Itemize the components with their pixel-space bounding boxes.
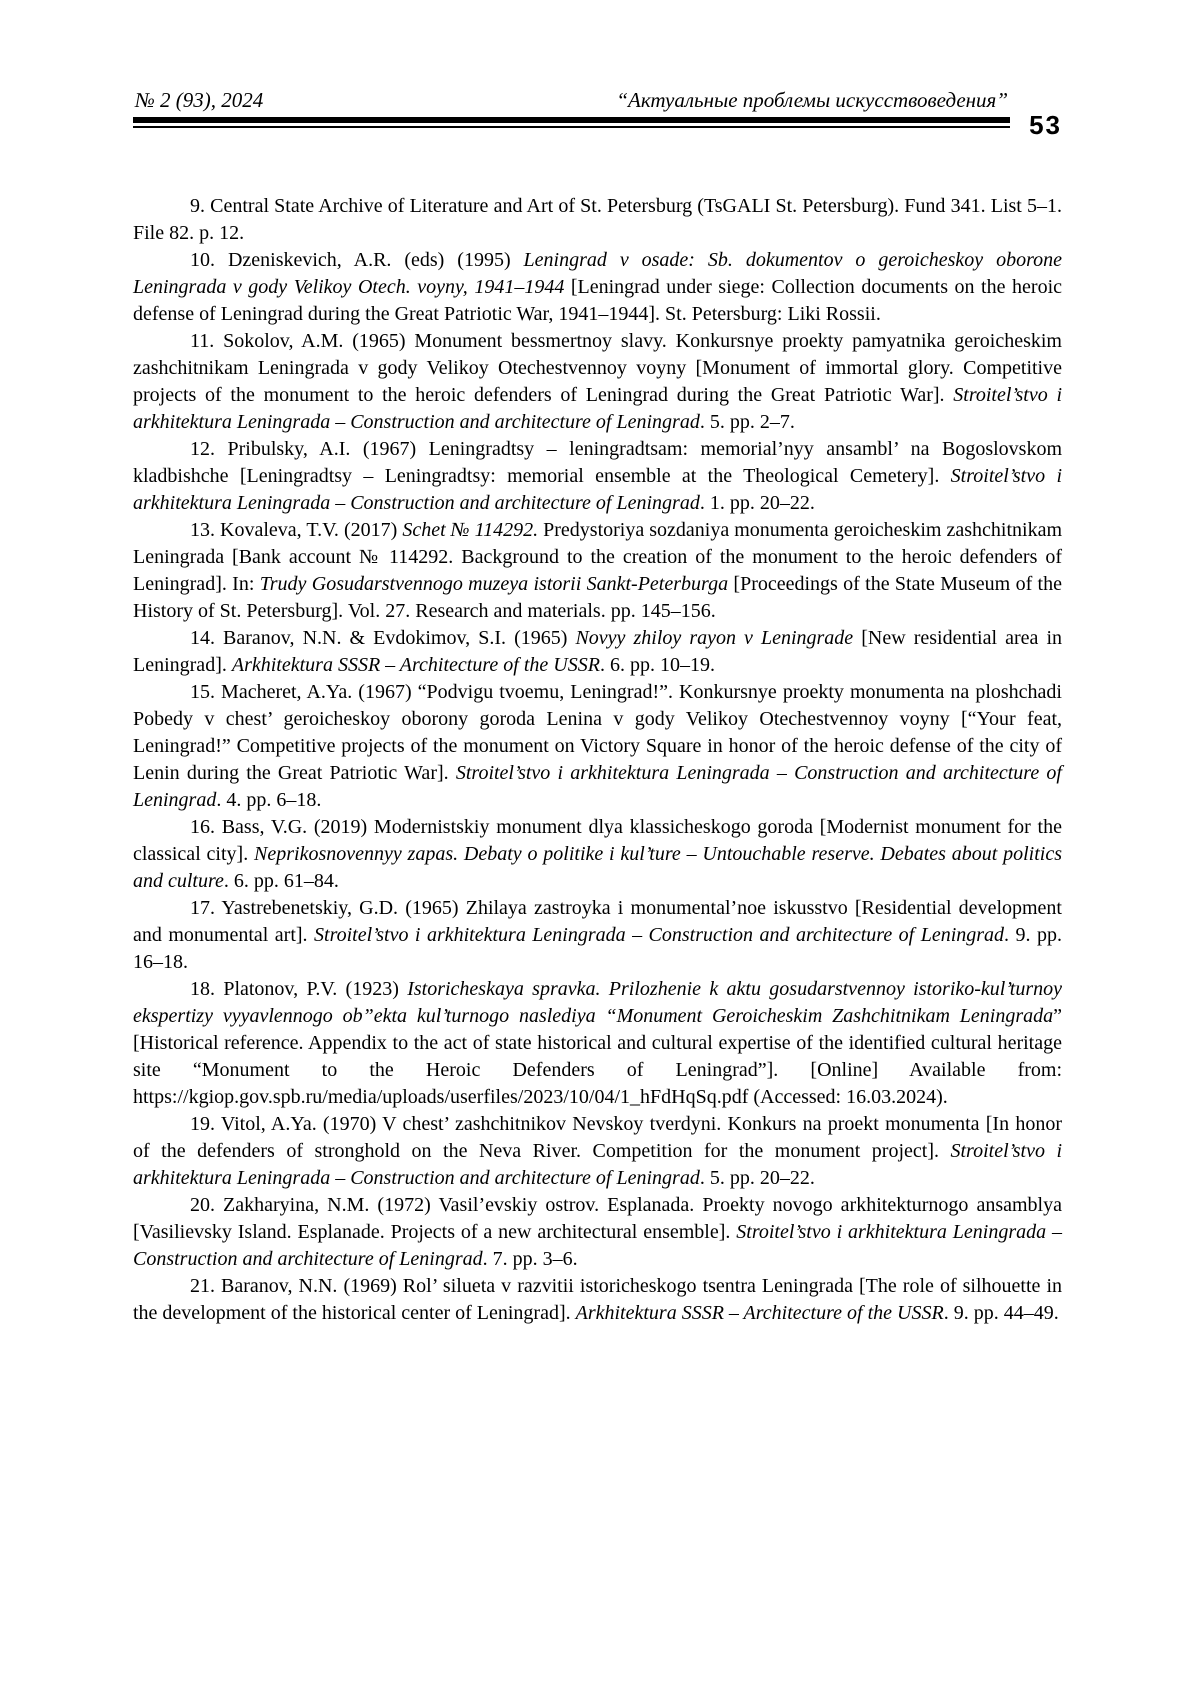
reference-segment: 14. Baranov, N.N. & Evdokimov, S.I. (1965) xyxy=(190,627,576,649)
reference-segment: 20. Zakharyina, N.M. (1972) Vasil’evskiy ostrov. Esplanada. Proekty novogo arkhitekturnogo ansamblya [Vasilievsky Island. Esplanade. Projects of a new architectural ensemble]. xyxy=(133,1194,1062,1243)
reference-item xyxy=(133,193,1062,247)
reference-segment: ” [Historical reference. Appendix to the act of state historical and cultural expertise of the identified cultural heritage site “Monument to the Heroic Defenders of Leningrad”]. [Online] Available from: https://kgiop.gov.spb.ru/media/uploads/userfiles/2023/10/04/1_hFdHqSq.pdf (Accessed: 16.03.2024). xyxy=(133,1005,1062,1108)
reference-segment: . 6. pp. 10–19. xyxy=(599,654,715,676)
reference-segment-italic: Schet № 114292. xyxy=(402,519,544,541)
reference-item xyxy=(133,517,1062,625)
reference-segment: 17. Yastrebenetskiy, G.D. (1965) Zhilaya zastroyka i monumental’noe iskusstvo [Residential development and monumental art]. xyxy=(133,897,1062,946)
reference-segment: Predystoriya sozdaniya monumenta geroicheskim zashchitnikam Leningrada [Bank account № 114292. Background to the creation of the monument to the heroic defenders of Leningrad]. In: xyxy=(133,519,1062,595)
reference-item xyxy=(133,976,1062,1111)
reference-segment: [New residential area in Leningrad]. xyxy=(133,627,1062,676)
journal-title: “Актуальные проблемы искусствоведения” xyxy=(616,88,1008,112)
reference-segment: 15. Macheret, A.Ya. (1967) “Podvigu tvoemu, Leningrad!”. Konkursnye proekty monumenta na ploshchadi Pobedy v chest’ geroicheskoy oborony goroda Lenina v gody Velikoy Otechestvennoy voyny [“Your feat, Leningrad!” Competitive projects of the monument on Victory Square in honor of the heroic defense of the city of Lenin during the Great Patriotic War]. xyxy=(133,681,1062,784)
reference-segment: . 7. pp. 3–6. xyxy=(482,1248,578,1270)
reference-segment: . 1. pp. 20–22. xyxy=(699,492,815,514)
reference-segment: . 4. pp. 6–18. xyxy=(216,789,322,811)
reference-segment-italic: Stroitel’stvo i arkhitektura Leningrada – Construction and architecture of Leningrad xyxy=(314,924,1005,946)
reference-item xyxy=(133,1273,1062,1327)
reference-segment: . 9. pp. 44–49. xyxy=(943,1302,1059,1324)
reference-segment: [Leningrad under siege: Collection documents on the heroic defense of Leningrad during the Great Patriotic War, 1941–1944]. St. Petersburg: Liki Rossii. xyxy=(133,276,1062,325)
header-rule-thick xyxy=(133,117,1010,123)
reference-segment-italic: Arkhitektura SSSR – Architecture of the USSR xyxy=(231,654,600,676)
header-rule-thin xyxy=(133,126,1010,128)
reference-segment: 19. Vitol, A.Ya. (1970) V chest’ zashchitnikov Nevskoy tverdyni. Konkurs na proekt monumenta [In honor of the defenders of stronghold on the Neva River. Competition for the monument project]. xyxy=(133,1113,1062,1162)
reference-item xyxy=(133,625,1062,679)
page-number: 53 xyxy=(1029,110,1062,140)
journal-issue: № 2 (93), 2024 xyxy=(135,88,264,112)
reference-segment-italic: Stroitel’stvo i arkhitektura Leningrada – Construction and architecture of Leningrad xyxy=(133,465,1062,514)
reference-segment: 18. Platonov, P.V. (1923) xyxy=(190,978,408,1000)
reference-item xyxy=(133,247,1062,328)
reference-item xyxy=(133,895,1062,976)
reference-segment: 16. Bass, V.G. (2019) Modernistskiy monument dlya klassicheskogo goroda [Modernist monument for the classical city]. xyxy=(133,816,1062,865)
reference-segment-italic: Stroitel’stvo i arkhitektura Leningrada – Construction and architecture of Leningrad xyxy=(133,1140,1062,1189)
reference-segment: 21. Baranov, N.N. (1969) Rol’ silueta v razvitii istoricheskogo tsentra Leningrada [The role of silhouette in the development of the historical center of Leningrad]. xyxy=(133,1275,1062,1324)
reference-segment-italic: Arkhitektura SSSR – Architecture of the USSR xyxy=(575,1302,944,1324)
reference-segment: 10. Dzeniskevich, A.R. (eds) (1995) xyxy=(190,249,524,271)
reference-segment: 9. Central State Archive of Literature and Art of St. Petersburg (TsGALI St. Petersburg). Fund 341. List 5–1. File 82. p. 12. xyxy=(133,195,1062,244)
reference-segment: 12. Pribulsky, A.I. (1967) Leningradtsy – leningradtsam: memorial’nyy ansambl’ na Bogoslovskom kladbishche [Leningradtsy – Leningradtsy: memorial ensemble at the Theological Cemetery]. xyxy=(133,438,1062,487)
reference-segment: . 6. pp. 61–84. xyxy=(223,870,339,892)
reference-segment: [Proceedings of the State Museum of the History of St. Petersburg]. Vol. 27. Research and materials. pp. 145–156. xyxy=(133,573,1062,622)
reference-item xyxy=(133,1192,1062,1273)
header-rule-block xyxy=(133,88,1010,128)
reference-segment-italic: Trudy Gosudarstvennogo muzeya istorii Sankt-Peterburga xyxy=(259,573,734,595)
reference-segment: . 9. pp. 16–18. xyxy=(133,924,1062,973)
references-list xyxy=(133,193,1062,1327)
reference-item xyxy=(133,436,1062,517)
reference-segment: . 5. pp. 20–22. xyxy=(699,1167,815,1189)
reference-segment-italic: Novyy zhiloy rayon v Leningrade xyxy=(575,627,862,649)
running-head xyxy=(133,88,1010,117)
reference-item xyxy=(133,679,1062,814)
reference-segment-italic: Stroitel’stvo i arkhitektura Leningrada – Construction and architecture of Leningrad xyxy=(133,1221,1062,1270)
reference-segment-italic: Leningrad v osade: Sb. dokumentov o geroicheskoy oborone Leningrada v gody Velikoy Otech. voyny, 1941–1944 xyxy=(133,249,1062,298)
reference-segment: . 5. pp. 2–7. xyxy=(699,411,795,433)
reference-segment-italic: Istoricheskaya spravka. Prilozhenie k aktu gosudarstvennoy istoriko-kul’turnoy ekspertizy vyyavlennogo ob”ekta kul’turnogo naslediya “Monument Geroicheskim Zashchitnikam Leningrada xyxy=(133,978,1063,1027)
reference-segment-italic: Stroitel’stvo i arkhitektura Leningrada – Construction and architecture of Leningrad xyxy=(133,762,1062,811)
reference-segment: 11. Sokolov, A.M. (1965) Monument bessmertnoy slavy. Konkursnye proekty pamyatnika geroicheskim zashchitnikam Leningrada v gody Velikoy Otechestvennoy voyny [Monument of immortal glory. Competitive projects of the monument to the heroic defenders of Leningrad during the Great Patriotic War]. xyxy=(133,330,1062,406)
page-header xyxy=(133,88,1062,144)
reference-item xyxy=(133,328,1062,436)
reference-item xyxy=(133,814,1062,895)
reference-item xyxy=(133,1111,1062,1192)
reference-segment-italic: Neprikosnovennyy zapas. Debaty o politike i kul’ture – Untouchable reserve. Debates about politics and culture xyxy=(133,843,1062,892)
reference-segment-italic: Stroitel’stvo i arkhitektura Leningrada – Construction and architecture of Leningrad xyxy=(133,384,1063,433)
reference-segment: 13. Kovaleva, T.V. (2017) xyxy=(190,519,403,541)
